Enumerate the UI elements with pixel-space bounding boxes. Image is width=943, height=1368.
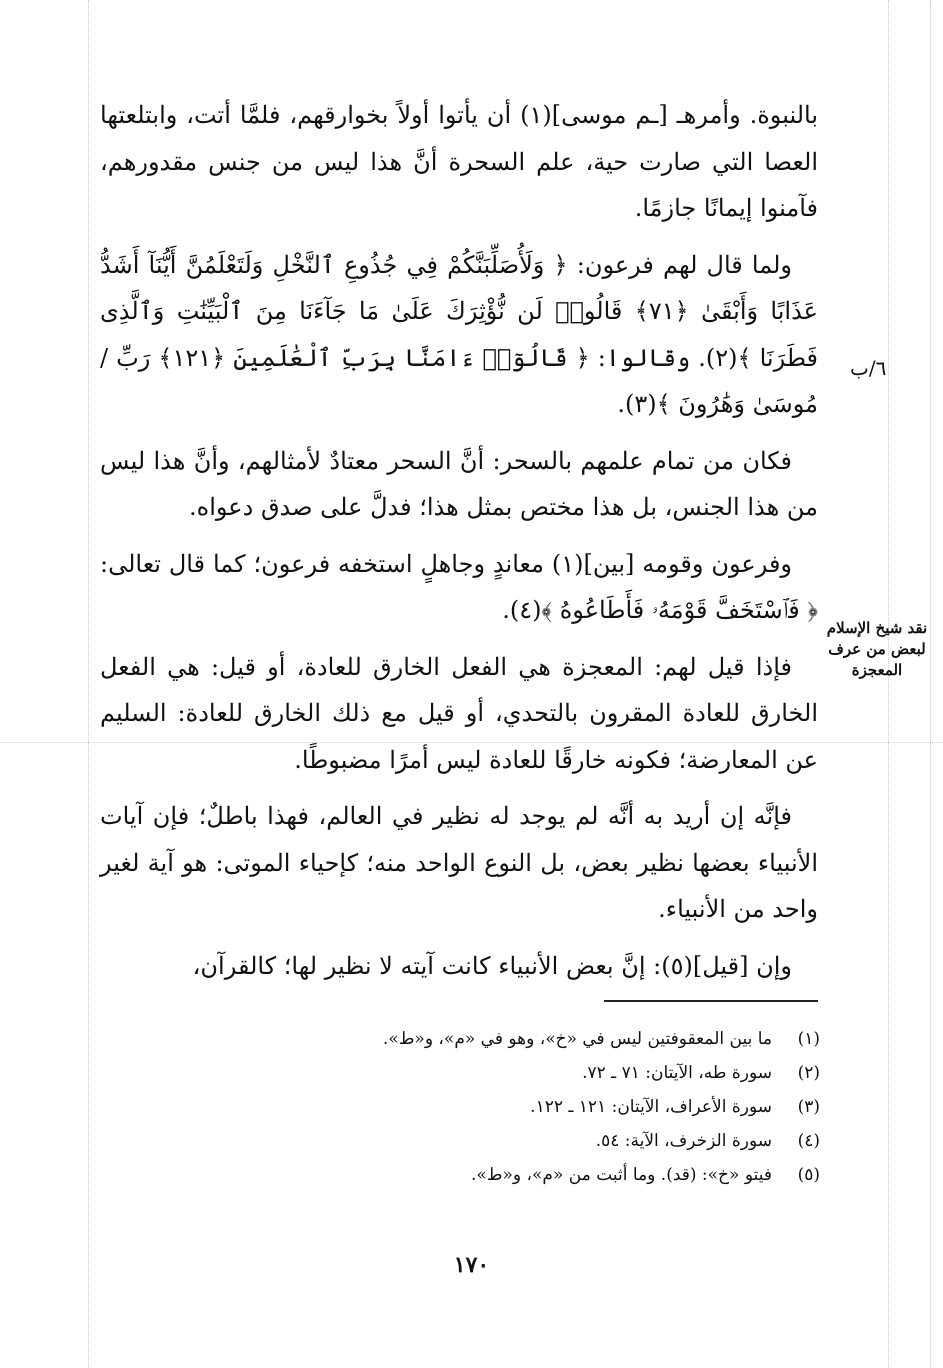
footnote (300, 1090, 820, 1124)
paragraph: فإنَّه إن أريد به أنَّه لم يوجد له نظير في العالم، فهذا باطلٌ؛ فإن آيات الأنبياء بعضها نظير بعض، بل النوع الواحد منه؛ كإحياء الموتى: هو آية لغير واحد من الأنبياء. (100, 802, 818, 923)
paragraph: وفرعون وقومه [بين](١) معاندٍ وجاهلٍ استخفه فرعون؛ كما قال تعالى: ﴿ فَٱسْتَخَفَّ قَوْمَهُۥ فَأَطَاعُوهُ ﴾(٤). (100, 549, 818, 624)
paragraph: فإذا قيل لهم: المعجزة هي الفعل الخارق للعادة، أو قيل: هي الفعل الخارق للعادة المقرون بالتحدي، أو قيل مع ذلك الخارق للعادة: السليم عن المعارضة؛ فكونه خارقًا للعادة ليس أمرًا مضبوطًا. (100, 652, 818, 774)
margin-heading: نقد شيخ الإسلام لبعض من عرف المعجزة (826, 619, 928, 679)
manuscript-folio-marker: ٦/ب (850, 356, 887, 380)
footnote-text: سورة الأعراف، الآيتان: ١٢١ ـ ١٢٢. (530, 1097, 772, 1117)
footnote (300, 1124, 820, 1158)
footnote (300, 1022, 820, 1056)
footnotes (300, 1022, 820, 1192)
page-number: ١٧٠ (453, 1252, 490, 1278)
footnote-separator (604, 1000, 818, 1002)
footnote-text: سورة الزخرف، الآية: ٥٤. (595, 1131, 772, 1151)
footnote-text: فيتو «خ»: (قد). وما أثبت من «م»، و«ط». (471, 1165, 772, 1185)
scan-artifact-line (88, 0, 89, 1368)
footnote-text: سورة طه، الآيتان: ٧١ ـ ٧٢. (582, 1063, 772, 1083)
paragraph: ولما قال لهم فرعون: ﴿ وَلَأُصَلِّبَنَّكُمْ فِي جُذُوعِ ٱلنَّخْلِ وَلَتَعْلَمُنَّ أَيُّنَآ أَشَدُّ عَذَابًا وَأَبْقَىٰ ﴿٧١﴾ قَالُوا۟ لَن نُّؤْثِرَكَ عَلَىٰ مَا جَآءَنَا مِنَ ٱلْبَيِّنَٰتِ وَٱلَّذِى فَطَرَنَا ﴾(٢). وقالوا: ﴿ قَالُوٓا۟ ءَامَنَّا بِرَبِّ ٱلْعَٰلَمِينَ ﴿١٢١﴾ رَبِّ / مُوسَىٰ وَهَٰرُونَ ﴾(٣). (100, 250, 819, 418)
scan-artifact-line (930, 0, 931, 1368)
footnote-number: (٤) (797, 1131, 820, 1151)
footnote-number: (١) (797, 1029, 820, 1049)
footnote (300, 1158, 820, 1192)
main-text (100, 92, 818, 999)
paragraph: بالنبوة. وأمرهـ [ـم موسى](١) أن يأتوا أولاً بخوارقهم، فلمَّا أتت، وابتلعتها العصا التي صارت حية، علم السحرة أنَّ هذا ليس من جنس مقدورهم، فآمنوا إيمانًا جازمًا. (100, 101, 818, 222)
footnote-number: (٥) (797, 1165, 820, 1185)
scan-artifact-line (888, 0, 889, 1368)
footnote-number: (٣) (797, 1097, 820, 1117)
footnote-number: (٢) (797, 1063, 820, 1083)
paragraph: فكان من تمام علمهم بالسحر: أنَّ السحر معتادٌ لأمثالهم، وأنَّ هذا ليس من هذا الجنس، بل هذا مختص بمثل هذا؛ فدلَّ على صدق دعواه. (100, 446, 818, 521)
footnote-text: ما بين المعقوفتين ليس في «خ»، وهو في «م»، و«ط». (382, 1029, 772, 1049)
paragraph: وإن [قيل](٥): إنَّ بعض الأنبياء كانت آيته لا نظير لها؛ كالقرآن، (192, 951, 792, 980)
footnote (300, 1056, 820, 1090)
